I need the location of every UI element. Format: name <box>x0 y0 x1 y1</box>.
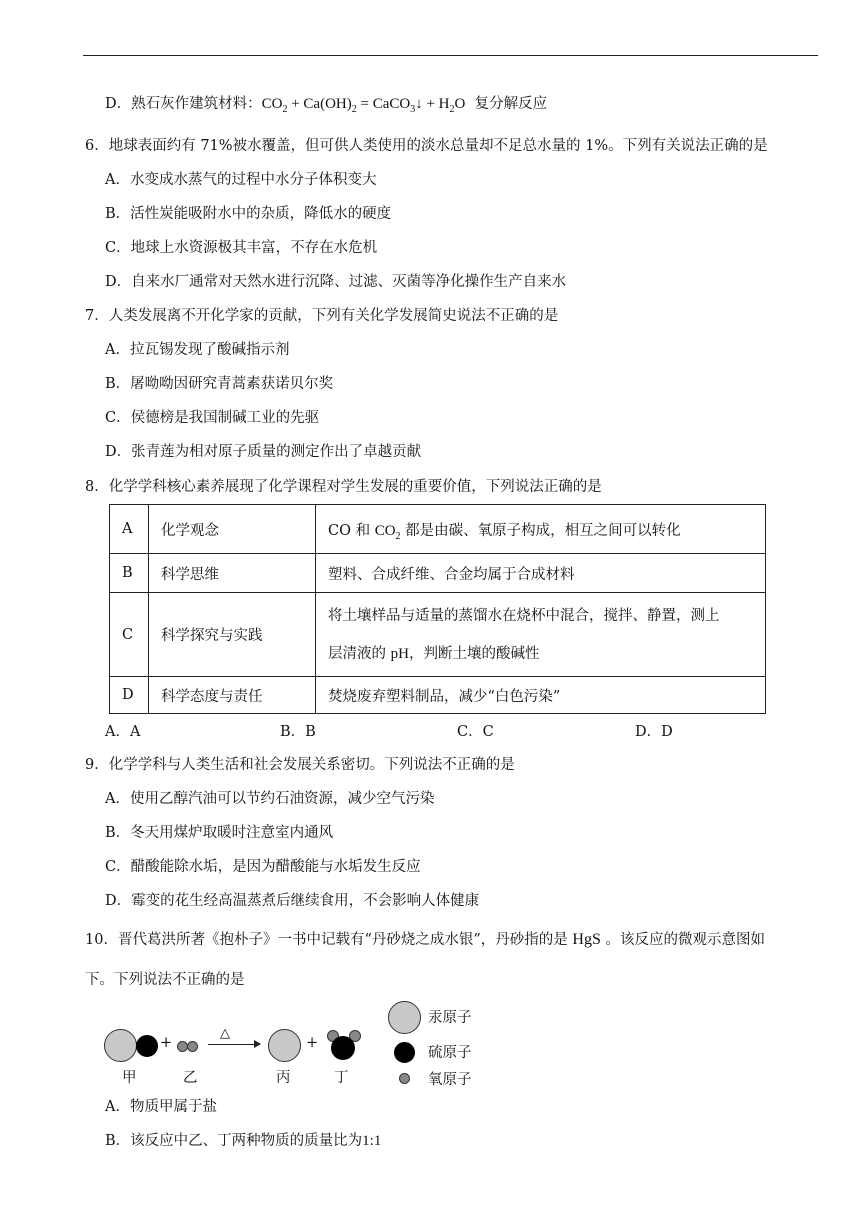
q5-option-d <box>105 94 547 116</box>
q8-choice-b: B．B <box>280 724 316 740</box>
q6-option-b: B．活性炭能吸附水中的杂质，降低水的硬度 <box>105 206 392 222</box>
q6-option-d: D．自来水厂通常对天然水进行沉降、过滤、灭菌等净化操作生产自来水 <box>105 274 567 290</box>
table-row <box>110 593 766 677</box>
q10-option-b <box>105 1131 381 1151</box>
q7-option-a: A．拉瓦锡发现了酸碱指示剂 <box>105 342 290 358</box>
q5-equation: $CO_2 + Ca(OH)_2$ = CaCO$_3$↓ + $H_2O$ <box>261 96 466 115</box>
q7-option-b: B．屠呦呦因研究青蒿素获诺贝尔奖 <box>105 376 334 392</box>
q9-option-b: B．冬天用煤炉取暖时注意室内通风 <box>105 825 334 841</box>
row-c-line2 <box>328 635 753 673</box>
q6-stem: 6．地球表面约有 71%被水覆盖，但可供人类使用的淡水总量却不足总水量的 1%。下列有关说法正确的是 <box>85 138 768 154</box>
q8-choices <box>105 720 785 740</box>
table-cell-key: C <box>110 593 149 677</box>
q10-stem-line2: 下。下列说法不正确的是 <box>85 972 245 988</box>
sulfur-atom <box>136 1035 158 1057</box>
ph-formula: pH <box>390 645 409 662</box>
co2-formula: $CO_2$ <box>374 522 401 542</box>
q7-option-c: C．侯德榜是我国制碱工业的先驱 <box>105 410 320 426</box>
table-row <box>110 677 766 714</box>
q6-option-c: C．地球上水资源极其丰富，不存在水危机 <box>105 240 378 256</box>
legend-sulfur-icon <box>394 1042 415 1063</box>
row-c-line2-post: ，判断土壤的酸碱性 <box>408 645 540 662</box>
table-cell-category: 科学探究与实践 <box>149 593 316 677</box>
q5-option-d-prefix: D．熟石灰作建筑材料： <box>105 96 262 112</box>
plus-sign: + <box>306 1035 319 1051</box>
heat-condition: △ <box>220 1026 230 1041</box>
label-ding: 丁 <box>334 1070 349 1086</box>
legend-mercury-label: 汞原子 <box>428 1010 472 1026</box>
q8-choice-d: D．D <box>635 724 673 740</box>
q6-option-a: A．水变成水蒸气的过程中水分子体积变大 <box>105 172 377 188</box>
q10-option-a: A．物质甲属于盐 <box>105 1099 217 1115</box>
table-cell-text <box>316 593 766 677</box>
q10-stem-pre: 10．晋代葛洪所著《抱朴子》一书中记载有“丹砂烧之成水银”，丹砂指的是 <box>85 932 573 948</box>
label-bing: 丙 <box>276 1070 291 1086</box>
row-c-line1: 将土壤样品与适量的蒸馏水在烧杯中混合，搅拌、静置，测上 <box>328 607 720 624</box>
q10-stem-post: 。该反应的微观示意图如 <box>600 932 765 948</box>
legend-oxygen-label: 氧原子 <box>428 1072 472 1088</box>
row-c-line2-pre: 层清液的 <box>328 645 391 662</box>
sulfur-atom <box>331 1036 355 1060</box>
q5-option-d-suffix: 复分解反应 <box>474 96 548 112</box>
q7-option-d: D．张青莲为相对原子质量的测定作出了卓越贡献 <box>105 444 422 460</box>
q9-option-a: A．使用乙醇汽油可以节约石油资源，减少空气污染 <box>105 791 435 807</box>
table-cell-text: 焚烧废弃塑料制品，减少“白色污染” <box>316 677 766 714</box>
legend-mercury-icon <box>388 1001 421 1034</box>
mass-ratio: 1:1 <box>362 1133 382 1149</box>
row-a-text-pre: CO 和 <box>328 522 375 539</box>
legend-oxygen-icon <box>399 1073 410 1084</box>
mercury-atom <box>104 1029 137 1062</box>
q8-table <box>109 504 766 714</box>
label-jia: 甲 <box>122 1070 137 1086</box>
row-a-text-post: 都是由碳、氧原子构成，相互之间可以转化 <box>400 522 681 539</box>
oxygen-atom <box>187 1041 198 1052</box>
table-cell-text: 塑料、合成纤维、合金均属于合成材料 <box>316 554 766 593</box>
mercury-atom <box>268 1029 301 1062</box>
q9-stem: 9．化学学科与人类生活和社会发展关系密切。下列说法不正确的是 <box>85 757 515 773</box>
header-rule <box>83 55 818 56</box>
table-cell-text <box>316 505 766 554</box>
q8-choice-c: C．C <box>457 724 494 740</box>
q10-stem-line1 <box>85 930 765 950</box>
q8-stem: 8．化学学科核心素养展现了化学课程对学生发展的重要价值，下列说法正确的是 <box>85 479 602 495</box>
table-cell-category: 化学观念 <box>149 505 316 554</box>
reaction-arrow <box>208 1044 260 1045</box>
hgs-formula: HgS <box>572 931 601 948</box>
q9-option-d: D．霉变的花生经高温蒸煮后继续食用，不会影响人体健康 <box>105 893 480 909</box>
table-row <box>110 505 766 554</box>
table-cell-key: A <box>110 505 149 554</box>
table-cell-key: D <box>110 677 149 714</box>
table-cell-category: 科学思维 <box>149 554 316 593</box>
plus-sign: + <box>160 1035 173 1051</box>
q9-option-c: C．醋酸能除水垢，是因为醋酸能与水垢发生反应 <box>105 859 421 875</box>
table-cell-key: B <box>110 554 149 593</box>
table-cell-category: 科学态度与责任 <box>149 677 316 714</box>
arrow-head-icon <box>254 1040 261 1048</box>
q7-stem: 7．人类发展离不开化学家的贡献，下列有关化学发展简史说法不正确的是 <box>85 308 559 324</box>
table-row <box>110 554 766 593</box>
q10-option-b-prefix: B．该反应中乙、丁两种物质的质量比为 <box>105 1133 363 1149</box>
legend-sulfur-label: 硫原子 <box>428 1045 472 1061</box>
label-yi: 乙 <box>183 1070 198 1086</box>
q8-choice-a: A．A <box>105 724 141 740</box>
